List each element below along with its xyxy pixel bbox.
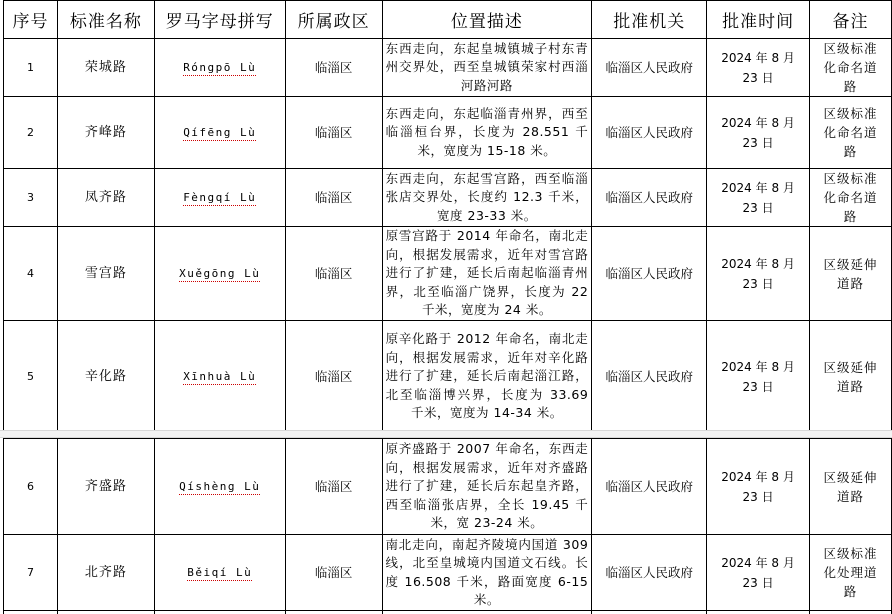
table-row xyxy=(4,535,892,611)
road-naming-table-continued xyxy=(3,438,892,614)
road-district: 临淄区 xyxy=(285,39,382,97)
table-row-cutoff xyxy=(4,611,892,614)
row-index: 5 xyxy=(4,321,58,431)
road-pinyin xyxy=(154,227,285,321)
header-note: 备注 xyxy=(810,1,892,39)
road-note: 区级延伸道路 xyxy=(810,227,892,321)
table-header-row xyxy=(4,1,892,39)
page-break xyxy=(0,430,892,438)
table-row xyxy=(4,227,892,321)
pinyin-text: Róngpō Lù xyxy=(183,61,257,74)
header-district: 所属政区 xyxy=(285,1,382,39)
road-authority: 临淄区人民政府 xyxy=(592,97,707,169)
table-row xyxy=(4,439,892,535)
header-index: 序号 xyxy=(4,1,58,39)
approval-date: 2024 年 8 月 23 日 xyxy=(707,535,810,611)
road-naming-table xyxy=(3,0,892,430)
road-name: 雪宫路 xyxy=(57,227,154,321)
row-index: 3 xyxy=(4,169,58,227)
road-note: 区级延伸道路 xyxy=(810,321,892,431)
road-pinyin xyxy=(154,39,285,97)
row-index: 7 xyxy=(4,535,58,611)
road-pinyin xyxy=(154,169,285,227)
road-name: 齐峰路 xyxy=(57,97,154,169)
header-name: 标准名称 xyxy=(57,1,154,39)
road-pinyin xyxy=(154,321,285,431)
road-district: 临淄区 xyxy=(285,227,382,321)
approval-date: 2024 年 8 月 23 日 xyxy=(707,439,810,535)
road-description: 原辛化路于 2012 年命名，南北走向，根据发展需求，近年对辛化路进行了扩建，延长后南起淄江路，北至临淄博兴界，长度为 33.69 千米，宽度为 14-34 米。 xyxy=(382,321,592,431)
road-authority: 临淄区人民政府 xyxy=(592,439,707,535)
table-row xyxy=(4,169,892,227)
row-index: 6 xyxy=(4,439,58,535)
road-description: 东西走向，东起临淄青州界，西至临淄桓台界，长度为 28.551 千米，宽度为 15-18 米。 xyxy=(382,97,592,169)
row-index: 1 xyxy=(4,39,58,97)
approval-date: 2024 年 8 月 23 日 xyxy=(707,321,810,431)
pinyin-text: Xuěgōng Lù xyxy=(179,267,261,280)
row-index: 2 xyxy=(4,97,58,169)
row-index: 4 xyxy=(4,227,58,321)
road-name: 凤齐路 xyxy=(57,169,154,227)
road-description: 原齐盛路于 2007 年命名，东西走向，根据发展需求，近年对齐盛路进行了扩建，延长后东起皇齐路，西至临淄张店界，全长 19.45 千米，宽 23-24 米。 xyxy=(382,439,592,535)
road-name: 北齐路 xyxy=(57,535,154,611)
road-name: 荣城路 xyxy=(57,39,154,97)
road-description: 东西走向，东起雪宫路，西至临淄张店交界处，长度约 12.3 千米，宽度 23-33 米。 xyxy=(382,169,592,227)
pinyin-text: Fèngqí Lù xyxy=(183,191,257,204)
road-name: 辛化路 xyxy=(57,321,154,431)
road-authority: 临淄区人民政府 xyxy=(592,39,707,97)
approval-date: 2024 年 8 月 23 日 xyxy=(707,97,810,169)
pinyin-text: Qífēng Lù xyxy=(183,126,257,139)
road-pinyin xyxy=(154,535,285,611)
road-district: 临淄区 xyxy=(285,439,382,535)
road-authority: 临淄区人民政府 xyxy=(592,321,707,431)
road-note: 区级标准化处理道路 xyxy=(810,535,892,611)
approval-date: 2024 年 8 月 23 日 xyxy=(707,39,810,97)
road-district: 临淄区 xyxy=(285,535,382,611)
approval-date: 2024 年 8 月 23 日 xyxy=(707,169,810,227)
road-district: 临淄区 xyxy=(285,169,382,227)
road-note: 区级标准化命名道路 xyxy=(810,169,892,227)
pinyin-text: Qíshèng Lù xyxy=(179,480,261,493)
road-name: 齐盛路 xyxy=(57,439,154,535)
pinyin-text: Běiqí Lù xyxy=(187,566,253,579)
road-note: 区级标准化命名道路 xyxy=(810,39,892,97)
road-authority: 临淄区人民政府 xyxy=(592,169,707,227)
approval-date: 2024 年 8 月 23 日 xyxy=(707,227,810,321)
road-description: 东西走向，东起皇城镇城子村东青州交界处，西至皇城镇荣家村西淄河路河路 xyxy=(382,39,592,97)
road-district: 临淄区 xyxy=(285,97,382,169)
header-pinyin: 罗马字母拼写 xyxy=(154,1,285,39)
road-district: 临淄区 xyxy=(285,321,382,431)
road-pinyin xyxy=(154,97,285,169)
road-note: 区级延伸道路 xyxy=(810,439,892,535)
road-authority: 临淄区人民政府 xyxy=(592,535,707,611)
road-description: 南北走向，南起齐陵境内国道 309 线，北至皇城境内国道文石线。长度 16.508 千米，路面宽度 6-15 米。 xyxy=(382,535,592,611)
table-row xyxy=(4,321,892,431)
header-description: 位置描述 xyxy=(382,1,592,39)
table-row xyxy=(4,97,892,169)
road-description: 原雪宫路于 2014 年命名，南北走向，根据发展需求，近年对雪宫路进行了扩建，延长后南起临淄青州界，北至临淄广饶界，长度为 22 千米，宽度为 24 米。 xyxy=(382,227,592,321)
table-row xyxy=(4,39,892,97)
road-pinyin xyxy=(154,439,285,535)
pinyin-text: Xīnhuà Lù xyxy=(183,370,257,383)
road-authority: 临淄区人民政府 xyxy=(592,227,707,321)
header-authority: 批准机关 xyxy=(592,1,707,39)
document-page-2 xyxy=(0,438,892,614)
road-note: 区级标准化命名道路 xyxy=(810,97,892,169)
header-date: 批准时间 xyxy=(707,1,810,39)
